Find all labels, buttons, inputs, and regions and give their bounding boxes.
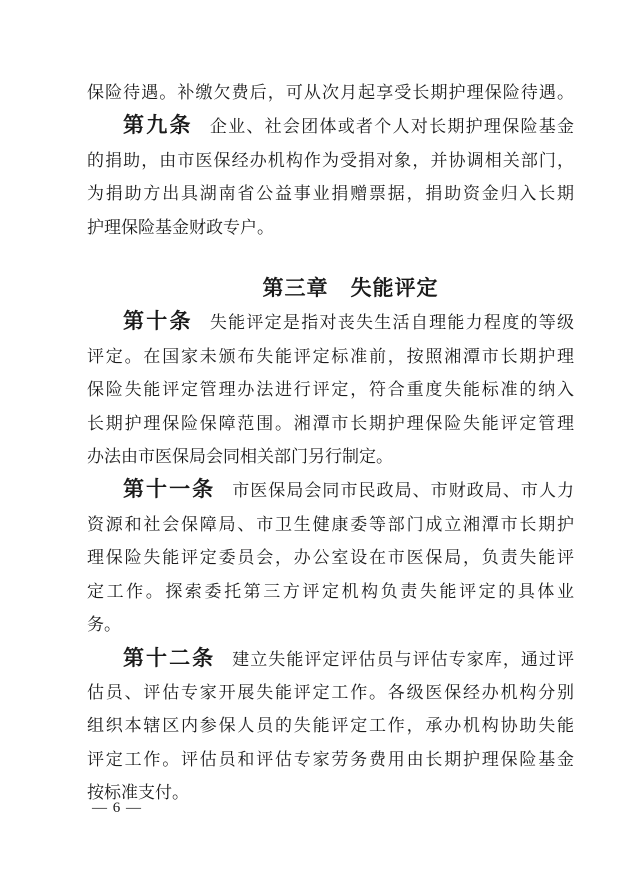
text-line bbox=[87, 109, 574, 143]
text-line bbox=[87, 211, 574, 244]
article-number: 第十一条 bbox=[123, 477, 216, 502]
text-line bbox=[87, 541, 574, 574]
text-line bbox=[87, 608, 574, 641]
text-line bbox=[87, 508, 574, 541]
article-number: 第十条 bbox=[123, 309, 193, 334]
line-text: 定工作。探索委托第三方评定机构负责失能评定的具体业 bbox=[87, 581, 574, 601]
text-line bbox=[87, 144, 574, 177]
line-text: 估员、评估专家开展失能评定工作。各级医保经办机构分别 bbox=[87, 682, 574, 702]
line-text: 市医保局会同市民政局、市财政局、市人力 bbox=[232, 481, 574, 501]
text-line bbox=[87, 177, 574, 210]
text-line bbox=[87, 373, 574, 406]
line-text: 保险待遇。补缴欠费后，可从次月起享受长期护理保险待遇。 bbox=[87, 83, 574, 102]
line-text: 失能评定是指对丧失生活自理能力程度的等级 bbox=[209, 313, 574, 333]
chapter-heading bbox=[87, 272, 574, 305]
text-line bbox=[87, 709, 574, 742]
text-line bbox=[87, 676, 574, 709]
line-text: 企业、社会团体或者个人对长期护理保险基金 bbox=[209, 117, 574, 137]
line-text: 组织本辖区内参保人员的失能评定工作，承办机构协助失能 bbox=[87, 716, 574, 736]
line-text: 建立失能评定评估员与评估专家库，通过评 bbox=[232, 649, 574, 669]
page-number: — 6 — bbox=[92, 800, 142, 816]
text-line bbox=[87, 575, 574, 608]
article-number: 第十二条 bbox=[123, 645, 216, 670]
line-text: 评定。在国家未颁布失能评定标准前，按照湘潭市长期护理 bbox=[87, 346, 574, 366]
text-line bbox=[87, 76, 574, 109]
line-text: 长期护理保险保障范围。湘潭市长期护理保险失能评定管理 bbox=[87, 413, 574, 433]
article-number: 第九条 bbox=[123, 113, 193, 138]
text-line bbox=[87, 407, 574, 440]
line-text: 的捐助，由市医保经办机构作为受捐对象，并协调相关部门， bbox=[87, 150, 574, 170]
text-line bbox=[87, 305, 574, 339]
line-text: 第三章 失能评定 bbox=[262, 276, 439, 301]
line-text: 按标准支付。 bbox=[87, 783, 189, 803]
line-text: 保险失能评定管理办法进行评定，符合重度失能标准的纳入 bbox=[87, 380, 574, 400]
line-text: 资源和社会保障局、市卫生健康委等部门成立湘潭市长期护 bbox=[87, 514, 574, 534]
line-text: 务。 bbox=[87, 615, 121, 635]
line-text: 理保险失能评定委员会，办公室设在市医保局，负责失能评 bbox=[87, 548, 574, 568]
line-text: 为捐助方出具湖南省公益事业捐赠票据，捐助资金归入长期 bbox=[87, 184, 574, 204]
line-text: 办法由市医保局会同相关部门另行制定。 bbox=[87, 447, 393, 467]
line-text: 护理保险基金财政专户。 bbox=[87, 217, 274, 237]
text-line bbox=[87, 440, 574, 473]
line-text: 评定工作。评估员和评估专家劳务费用由长期护理保险基金 bbox=[87, 749, 574, 769]
text-line bbox=[87, 776, 574, 809]
document-body bbox=[87, 76, 574, 810]
text-line bbox=[87, 743, 574, 776]
text-line bbox=[87, 473, 574, 507]
text-line bbox=[87, 642, 574, 676]
text-line bbox=[87, 340, 574, 373]
